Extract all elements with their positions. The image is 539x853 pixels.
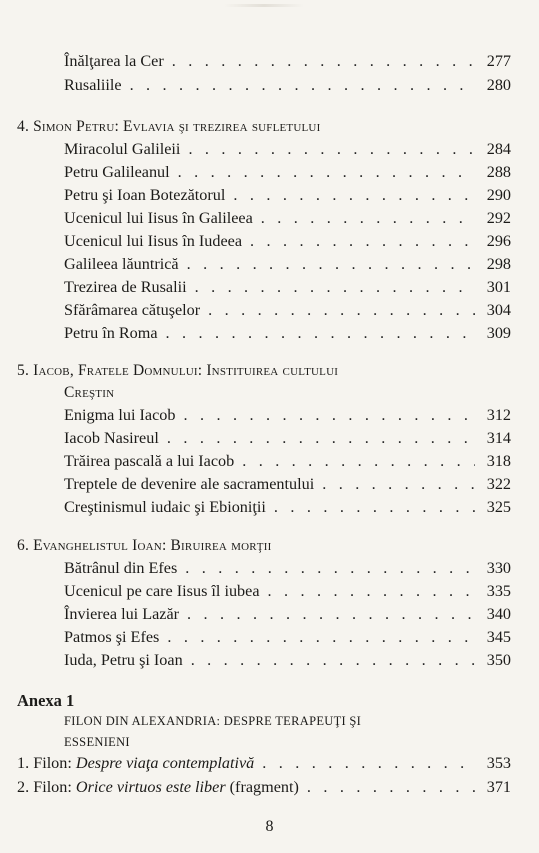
leader-dots xyxy=(242,451,475,471)
entry-page: 340 xyxy=(486,605,511,623)
entry-title: Petru în Roma xyxy=(64,324,158,342)
entry-title: Înălţarea la Cer xyxy=(64,52,164,70)
leader-dots xyxy=(183,405,475,425)
toc-entry xyxy=(64,650,511,670)
toc-entry xyxy=(17,753,511,773)
toc-entry xyxy=(17,777,511,797)
entry-page: 292 xyxy=(486,209,511,227)
page-number: 8 xyxy=(265,818,274,835)
entry-page: 288 xyxy=(486,163,511,181)
leader-dots xyxy=(268,581,475,601)
entry-page: 314 xyxy=(486,429,511,447)
toc-entry xyxy=(64,451,511,471)
entry-page: 298 xyxy=(486,255,511,273)
entry-page: 345 xyxy=(486,628,511,646)
leader-dots xyxy=(166,323,475,343)
entry-prefix: 1. Filon: xyxy=(17,754,76,772)
toc-entry xyxy=(64,300,511,320)
toc-entry xyxy=(64,139,511,159)
leader-dots xyxy=(130,75,475,95)
entry-title: Învierea lui Lazăr xyxy=(64,605,180,623)
entry-page: 280 xyxy=(486,76,511,94)
entry-page: 325 xyxy=(486,498,511,516)
annex-heading: Anexa 1 xyxy=(17,691,75,710)
entry-title: Trăirea pascală a lui Iacob xyxy=(64,452,235,470)
leader-dots xyxy=(172,51,475,71)
toc-entry xyxy=(64,405,511,425)
entry-prefix: 2. Filon: xyxy=(17,778,76,796)
toc-entry xyxy=(64,604,511,624)
leader-dots xyxy=(233,185,475,205)
toc-entry xyxy=(64,254,511,274)
leader-dots xyxy=(208,300,475,320)
entry-page: 318 xyxy=(486,452,511,470)
entry-page: 335 xyxy=(486,582,511,600)
toc-entry xyxy=(64,208,511,228)
entry-page: 290 xyxy=(486,186,511,204)
entry-page: 330 xyxy=(486,559,511,577)
entry-page: 277 xyxy=(486,52,511,70)
chapter-heading: 4. Simon Petru: Evlavia şi trezirea sufletului xyxy=(17,118,321,135)
entry-page: 312 xyxy=(486,406,511,424)
entry-title: Petru Galileanul xyxy=(64,163,170,181)
bleed-through-mark xyxy=(224,4,304,7)
leader-dots xyxy=(261,208,475,228)
leader-dots xyxy=(250,231,475,251)
entry-title: Ucenicul pe care Iisus îl iubea xyxy=(64,582,260,600)
leader-dots xyxy=(167,428,475,448)
entry-page: 350 xyxy=(486,651,511,669)
toc-entry xyxy=(64,51,511,71)
annex-subtitle-continued: ESSENIENI xyxy=(64,735,130,749)
entry-page: 284 xyxy=(486,140,511,158)
leader-dots xyxy=(191,650,475,670)
entry-title: Sfărâmarea cătuşelor xyxy=(64,301,201,319)
leader-dots xyxy=(185,558,475,578)
toc-entry xyxy=(64,627,511,647)
entry-title xyxy=(17,753,254,773)
entry-title: Patmos şi Efes xyxy=(64,628,160,646)
entry-page: 301 xyxy=(486,278,511,296)
entry-suffix: (fragment) xyxy=(225,778,299,796)
toc-entry xyxy=(64,558,511,578)
leader-dots xyxy=(322,474,475,494)
leader-dots xyxy=(187,604,475,624)
leader-dots xyxy=(307,777,475,797)
toc-entry xyxy=(64,474,511,494)
entry-work-title: Despre viaţa contemplativă xyxy=(75,754,255,772)
entry-title: Petru şi Ioan Botezătorul xyxy=(64,186,226,204)
leader-dots xyxy=(178,162,475,182)
entry-title: Bătrânul din Efes xyxy=(64,559,178,577)
entry-title: Miracolul Galileii xyxy=(64,140,181,158)
toc-entry xyxy=(64,231,511,251)
entry-work-title: Orice virtuos este liber xyxy=(75,778,226,796)
leader-dots xyxy=(187,254,475,274)
toc-entry xyxy=(64,428,511,448)
leader-dots xyxy=(188,139,475,159)
entry-title: Iuda, Petru şi Ioan xyxy=(64,651,183,669)
entry-page: 304 xyxy=(486,301,511,319)
toc-entry xyxy=(64,277,511,297)
chapter-heading-continued: Creştin xyxy=(64,384,115,401)
entry-page: 309 xyxy=(486,324,511,342)
entry-title: Creştinismul iudaic şi Ebioniţii xyxy=(64,498,266,516)
leader-dots xyxy=(262,753,475,773)
chapter-heading: 6. Evanghelistul Ioan: Biruirea morţii xyxy=(17,537,272,554)
entry-page: 353 xyxy=(486,754,511,772)
toc-entry xyxy=(64,323,511,343)
entry-title: Iacob Nasireul xyxy=(64,429,159,447)
entry-page: 371 xyxy=(486,778,511,796)
entry-title: Galileea lăuntrică xyxy=(64,255,179,273)
entry-title xyxy=(17,777,299,797)
toc-entry xyxy=(64,581,511,601)
entry-title: Ucenicul lui Iisus în Iudeea xyxy=(64,232,243,250)
toc-entry xyxy=(64,75,511,95)
leader-dots xyxy=(274,497,475,517)
entry-page: 296 xyxy=(486,232,511,250)
entry-page: 322 xyxy=(486,475,511,493)
entry-title: Rusaliile xyxy=(64,76,122,94)
toc-entry xyxy=(64,162,511,182)
chapter-heading: 5. Iacob, Fratele Domnului: Instituirea cultului xyxy=(17,362,339,379)
entry-title: Enigma lui Iacob xyxy=(64,406,176,424)
leader-dots xyxy=(167,627,475,647)
leader-dots xyxy=(195,277,475,297)
entry-title: Trezirea de Rusalii xyxy=(64,278,187,296)
toc-entry xyxy=(64,185,511,205)
annex-subtitle: FILON DIN ALEXANDRIA: DESPRE TERAPEUŢI ŞI xyxy=(64,714,362,728)
entry-title: Ucenicul lui Iisus în Galileea xyxy=(64,209,253,227)
entry-title: Treptele de devenire ale sacramentului xyxy=(64,475,315,493)
toc-entry xyxy=(64,497,511,517)
